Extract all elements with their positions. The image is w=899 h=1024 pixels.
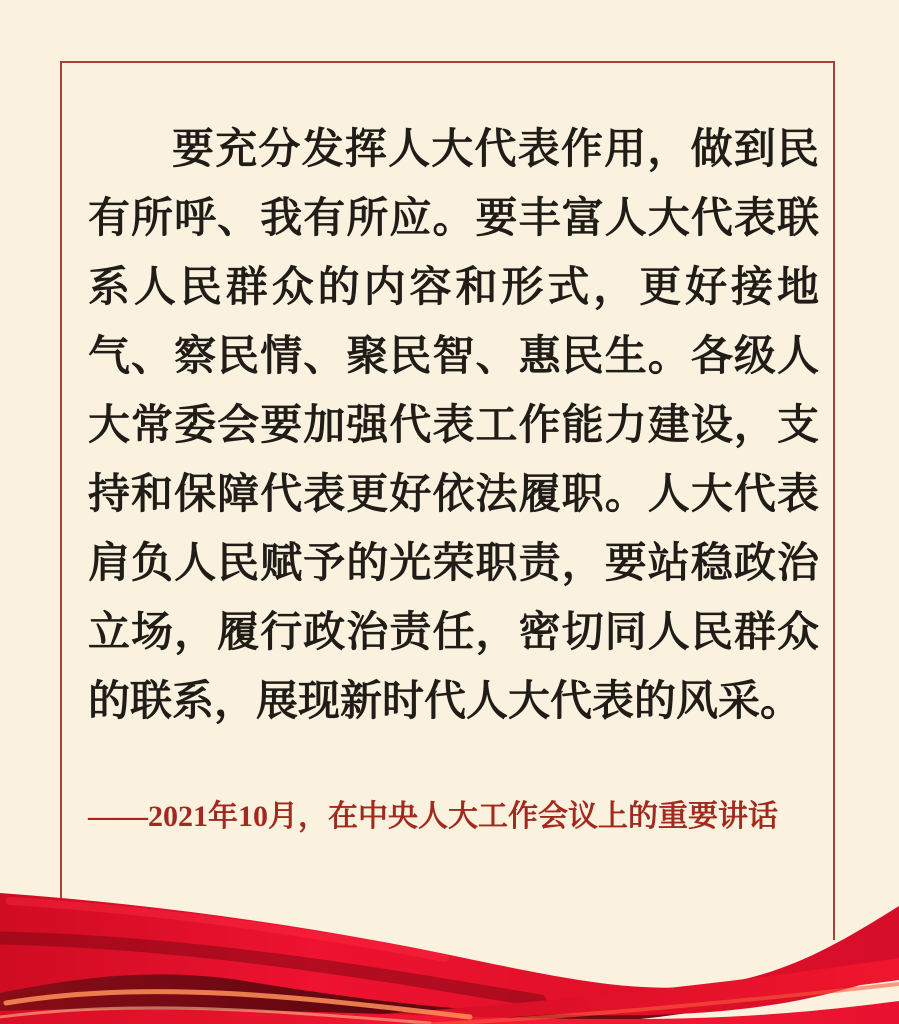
quote-line: 系人民群众的内容和形式，更好接地 xyxy=(88,263,819,310)
quote-line: 的联系，展现新时代人大代表的风采。 xyxy=(88,677,803,724)
quote-line: 持和保障代表更好依法履职。人大代表 xyxy=(88,470,819,517)
quote-line: 气、察民情、聚民智、惠民生。各级人 xyxy=(88,332,819,379)
quote-line: 立场，履行政治责任，密切同人民群众 xyxy=(88,608,819,655)
quote-line: 有所呼、我有所应。要丰富人大代表联 xyxy=(88,194,819,241)
quote-line: 要充分发挥人大代表作用，做到民 xyxy=(172,125,819,172)
quote-content xyxy=(60,61,835,837)
quote-line: 大常委会要加强代表工作能力建设，支 xyxy=(88,401,819,448)
attribution-line: ——2021年10月，在中央人大工作会议上的重要讲话 xyxy=(88,800,778,833)
red-silk-ribbon-graphic xyxy=(0,854,899,1024)
quote-line: 肩负人民赋予的光荣职责，要站稳政治 xyxy=(88,539,819,586)
